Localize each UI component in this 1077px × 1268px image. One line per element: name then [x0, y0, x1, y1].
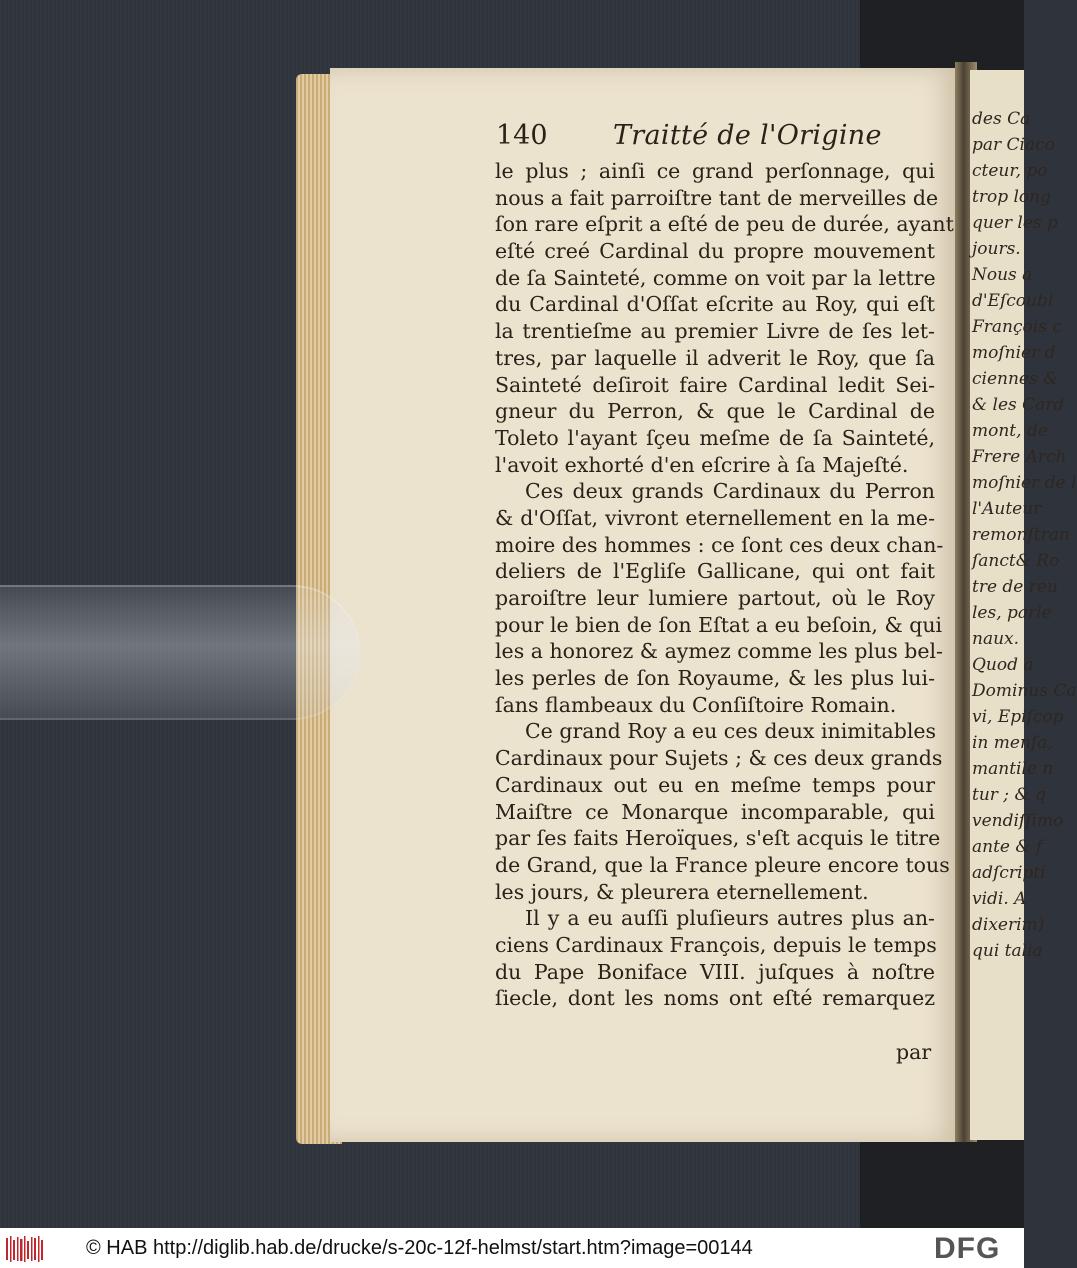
- facing-text-line: vendiſſimo: [972, 811, 1064, 831]
- text-line: les a honorez & aymez comme les plus bel-: [495, 639, 943, 664]
- facing-text-line: in menſa,: [972, 733, 1053, 753]
- facing-text-line: qui talia: [972, 941, 1043, 961]
- text-line: ciens Cardinaux François, depuis le temps: [495, 932, 937, 957]
- text-line: & d'Oſſat, vivront eternellement en la me-: [495, 505, 935, 530]
- footer-bar: [0, 1228, 1024, 1268]
- facing-text-line: Frere Arch: [972, 447, 1067, 467]
- facing-text-line: l'Auteur: [972, 499, 1042, 519]
- text-line: Il y a eu auſſi pluſieurs autres plus an-: [525, 906, 935, 931]
- running-title: Traitté de l'Origine: [613, 120, 882, 151]
- facing-text-line: ciennes &: [972, 369, 1059, 389]
- facing-text-line: tre de reu: [972, 577, 1058, 597]
- catchword: par: [896, 1040, 932, 1064]
- text-line: Ce grand Roy a eu ces deux inimitables: [525, 719, 937, 744]
- facing-text-line: ante & f: [972, 837, 1043, 857]
- facing-text-line: mont, de: [972, 421, 1048, 441]
- facing-text-line: moſnier de l: [972, 473, 1077, 493]
- facing-text-line: moſnier d: [972, 343, 1056, 363]
- page-number: 140: [496, 120, 548, 151]
- text-line: moire des hommes : ce ſont ces deux chan-: [495, 532, 944, 557]
- text-line: du Cardinal d'Oſſat eſcrite au Roy, qui eſt: [495, 292, 935, 317]
- text-line: la trentieſme au premier Livre de ſes let-: [495, 319, 935, 344]
- facing-text-line: dixerim): [972, 915, 1045, 935]
- facing-text-line: tur ; & q: [972, 785, 1046, 805]
- facing-text-line: des Ca: [972, 109, 1031, 129]
- barcode-icon: [6, 1236, 46, 1262]
- text-line: de Grand, que la France pleure encore tous: [495, 852, 950, 877]
- dfg-logo: DFG: [934, 1232, 1001, 1265]
- text-line: Cardinaux out eu en meſme temps pour: [495, 772, 935, 797]
- text-line: Maiſtre ce Monarque incomparable, qui: [495, 799, 935, 824]
- facing-text-line: vidi. A: [972, 889, 1027, 909]
- facing-text-line: & les Card: [972, 395, 1065, 415]
- facing-text-line: vi, Epiſcop: [972, 707, 1064, 727]
- facing-text-line: Quod a: [972, 655, 1034, 675]
- facing-text-line: Dominus Ca: [972, 681, 1077, 701]
- facing-text-line: mantile n: [972, 759, 1054, 779]
- body-text: [495, 158, 954, 1012]
- text-line: Toleto l'ayant ſçeu meſme de ſa Sainteté,: [495, 425, 935, 450]
- text-line: par ſes faits Heroïques, s'eſt acquis le titre: [495, 826, 941, 851]
- facing-text-line: trop long: [972, 187, 1051, 207]
- text-line: les jours, & pleurera eternellement.: [495, 879, 869, 904]
- facing-text-line: les, parle: [972, 603, 1052, 623]
- text-line: ſiecle, dont les noms ont eſté remarquez: [495, 986, 935, 1011]
- page-header: [496, 120, 936, 156]
- text-line: deliers de l'Egliſe Gallicane, qui ont fait: [495, 559, 935, 584]
- facing-text-line: adſcripti: [972, 863, 1046, 883]
- text-line: Ces deux grands Cardinaux du Perron: [525, 479, 935, 504]
- text-line: gneur du Perron, & que le Cardinal de: [495, 399, 935, 424]
- facing-page-text: [972, 106, 1077, 964]
- facing-text-line: François c: [972, 317, 1062, 337]
- text-line: Cardinaux pour Sujets ; & ces deux grands: [495, 746, 943, 771]
- text-line: pour le bien de ſon Eſtat a eu beſoin, & qui: [495, 612, 943, 637]
- text-line: Sainteté deſiroit faire Cardinal ledit Sei-: [495, 372, 935, 397]
- text-line: le plus ; ainſi ce grand perſonnage, qui: [495, 159, 935, 183]
- text-line: l'avoit exhorté d'en eſcrire à ſa Majeſté.: [495, 452, 909, 477]
- facing-page: [970, 70, 1077, 1140]
- text-line: tres, par laquelle il adverit le Roy, que ſa: [495, 345, 935, 370]
- facing-text-line: remonſtran: [972, 525, 1070, 545]
- text-line: eſté creé Cardinal du propre mouvement: [495, 239, 935, 264]
- text-line: nous a fait parroiſtre tant de merveilles de: [495, 185, 939, 210]
- facing-text-line: cteur, po: [972, 161, 1048, 181]
- text-line: les perles de ſon Royaume, & les plus lui-: [495, 666, 935, 691]
- text-line: ſans flambeaux du Conſiſtoire Romain.: [495, 692, 897, 717]
- facing-text-line: par Ciaco: [972, 135, 1055, 155]
- text-line: ſon rare eſprit a eſté de peu de durée, ayant: [495, 212, 954, 237]
- facing-text-line: Nous a: [972, 265, 1033, 285]
- glass-weight: [0, 585, 360, 720]
- facing-text-line: ſanct& Ro: [972, 551, 1060, 571]
- facing-text-line: naux.: [972, 629, 1020, 649]
- text-line: de ſa Sainteté, comme on voit par la lettre: [495, 265, 936, 290]
- facing-text-line: jours.: [972, 239, 1021, 259]
- text-line: paroiſtre leur lumiere partout, où le Roy: [495, 586, 935, 610]
- copyright-link[interactable]: © HAB http://diglib.hab.de/drucke/s-20c-12f-helmst/start.htm?image=00144: [86, 1237, 753, 1259]
- text-line: du Pape Boniface VIII. juſques à noſtre: [495, 959, 935, 984]
- facing-text-line: d'Eſcoubl: [972, 291, 1054, 311]
- facing-text-line: quer les p: [972, 213, 1058, 233]
